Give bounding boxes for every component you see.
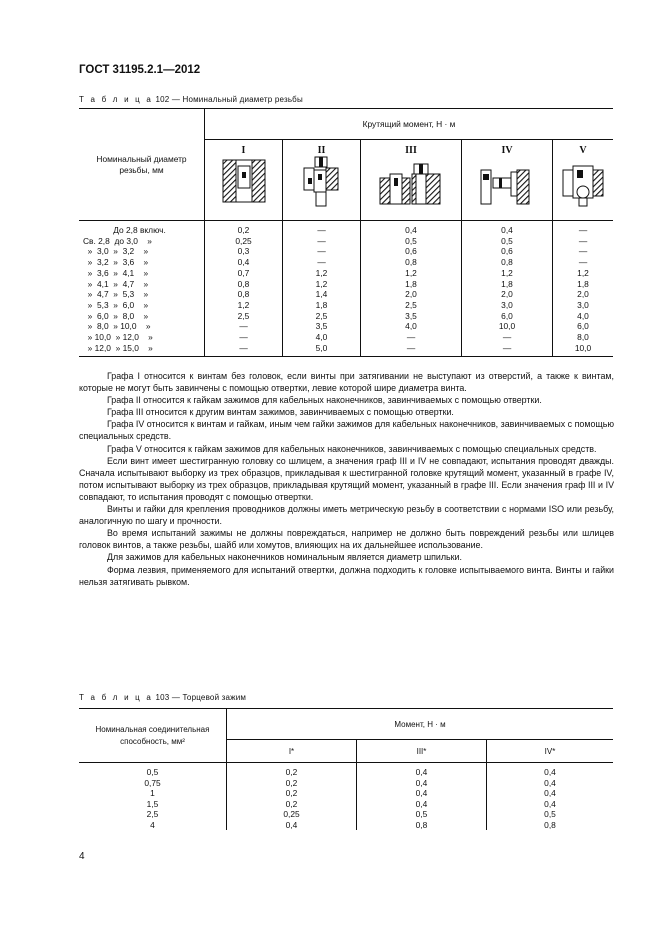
- paragraph: Графа V относится к гайкам зажимов для кабельных наконечников, завинчиваемых с помощью специальных средств.: [107, 443, 597, 454]
- table-cell: 0,4: [227, 820, 357, 831]
- row-label: » 6,0 » 8,0 »: [83, 310, 149, 321]
- paragraph: Графа I относится к винтам без головок, если винты при затягивании не выступают из отверстий, а также к винтам, которые не могут быть завинчены с помощью отвертки, левие которой шире диаметра винта.: [79, 371, 614, 394]
- column-ii-header: II: [283, 140, 361, 221]
- table-row: [79, 778, 613, 789]
- row-label: 2,5: [146, 809, 159, 819]
- paragraph: Если винт имеет шестигранную головку со шлицем, а значения граф III и IV не совпадают, испытания проводят дважды. Сначала испытывают выборку из трех образцов, прикладывая к шестигранной головке крутящий момент, указанный в графе IV, потом испытывают выборку из трех образцов, прикладывая крутящий момент, указанный в графе III. Если значения граф III и IV совпадают, то испытания проводят с помощью отвертки.: [79, 455, 614, 502]
- row-label: » 3,0 » 3,2 »: [83, 246, 149, 257]
- table-cell: —: [553, 236, 614, 247]
- table-cell: 2,0: [553, 289, 614, 300]
- table-cell: 0,8: [361, 257, 462, 268]
- table-cell: —: [462, 332, 553, 343]
- table-row: [79, 279, 613, 290]
- column-i-header: I: [205, 140, 283, 221]
- table-cell: 0,4: [357, 778, 487, 789]
- table-row: [79, 236, 613, 247]
- table-cell: 0,3: [205, 246, 283, 257]
- document-header: ГОСТ 31195.2.1—2012: [79, 64, 201, 76]
- table-cell: 0,6: [361, 246, 462, 257]
- table-cell: —: [361, 343, 462, 357]
- table-cell: 0,2: [227, 799, 357, 810]
- table-cell: 2,5: [205, 311, 283, 322]
- table-row: [79, 221, 613, 236]
- table-cell: 3,5: [361, 311, 462, 322]
- table-row: [79, 268, 613, 279]
- caption-prefix: Т а б л и ц а: [79, 693, 154, 702]
- table-cell: —: [283, 236, 361, 247]
- table-cell: —: [553, 257, 614, 268]
- table-row: [79, 799, 613, 810]
- table-cell: 6,0: [553, 321, 614, 332]
- column-iii-header: III: [361, 140, 462, 221]
- row-label: 0,75: [144, 777, 161, 788]
- table-cell: 4,0: [553, 311, 614, 322]
- body-text: [79, 370, 614, 588]
- row-label: 0,5: [146, 767, 159, 777]
- other-clamp-screws-icon: [378, 156, 444, 208]
- table-cell: 0,4: [357, 763, 487, 778]
- special-tool-screws-icon: [477, 156, 537, 208]
- row-label: 1,5: [146, 798, 159, 809]
- table-row: [79, 332, 613, 343]
- column-iii-header: III*: [357, 740, 487, 763]
- table-cell: 5,0: [283, 343, 361, 357]
- table-cell: 0,5: [487, 809, 614, 820]
- table-cell: 0,4: [487, 778, 614, 789]
- table-cell: 2,5: [283, 311, 361, 322]
- table-row: [79, 300, 613, 311]
- table-cell: 1,2: [361, 268, 462, 279]
- row-label: » 3,6 » 4,1 »: [83, 267, 149, 278]
- row-label: » 4,7 » 5,3 »: [83, 289, 149, 300]
- table-row: [79, 343, 613, 357]
- table-cell: 1,2: [553, 268, 614, 279]
- table-cell: 2,5: [361, 300, 462, 311]
- table-cell: 10,0: [553, 343, 614, 357]
- table-cell: 0,8: [357, 820, 487, 831]
- table-cell: 0,4: [357, 788, 487, 799]
- table-cell: —: [205, 321, 283, 332]
- table-cell: 1,2: [205, 300, 283, 311]
- column-i-header: I*: [227, 740, 357, 763]
- table-103-body: [79, 763, 613, 831]
- paragraph: Для зажимов для кабельных наконечников номинальным является диаметр шпильки.: [107, 552, 462, 563]
- table-cell: 3,5: [283, 321, 361, 332]
- table-cell: 0,4: [205, 257, 283, 268]
- table-cell: 0,5: [361, 236, 462, 247]
- row-label: » 12,0 » 15,0 »: [79, 343, 205, 357]
- caption-prefix: Т а б л и ц а: [79, 95, 154, 104]
- table-cell: —: [283, 257, 361, 268]
- table-102-body: [79, 221, 613, 357]
- row-label: До 2,8 включ.: [83, 225, 166, 235]
- page-number: 4: [79, 851, 85, 862]
- column-header-torque: Крутящий момент, Н · м: [205, 109, 614, 140]
- row-label: 1: [150, 788, 155, 798]
- table-cell: 1,4: [283, 289, 361, 300]
- column-header-diameter: Номинальный диаметр резьбы, мм: [79, 109, 205, 221]
- table-cell: 1,8: [361, 279, 462, 290]
- table-cell: 1,2: [462, 268, 553, 279]
- table-cell: 3,0: [462, 300, 553, 311]
- table-cell: 0,2: [227, 788, 357, 799]
- table-cell: 0,4: [361, 221, 462, 236]
- table-cell: 0,8: [205, 279, 283, 290]
- paragraph: Графа IV относится к винтам и гайкам, иным чем гайки зажимов для кабельных наконечников, завинчиваемых с помощью специальных средств.: [79, 419, 614, 442]
- caption-text: 102 — Номинальный диаметр резьбы: [155, 95, 303, 104]
- table-row: [79, 311, 613, 322]
- table-cell: 10,0: [462, 321, 553, 332]
- table-cell: 2,0: [361, 289, 462, 300]
- column-header-moment: Момент, Н · м: [227, 709, 614, 740]
- table-cell: 4,0: [361, 321, 462, 332]
- table-cell: 0,4: [487, 799, 614, 810]
- table-cell: 1,8: [462, 279, 553, 290]
- table-cell: —: [462, 343, 553, 357]
- table-row: [79, 820, 613, 831]
- table-cell: 0,2: [227, 763, 357, 778]
- screw-without-head-icon: [219, 156, 269, 204]
- table-cell: —: [205, 332, 283, 343]
- row-label: » 4,1 » 4,7 »: [83, 278, 149, 289]
- column-v-header: V: [553, 140, 614, 221]
- paragraph: Графа II относится к гайкам зажимов для кабельных наконечников, завинчиваемых с помощью отвертки.: [107, 395, 542, 406]
- table-cell: 0,6: [462, 246, 553, 257]
- table-cell: 0,8: [487, 820, 614, 831]
- table-cell: 0,2: [227, 778, 357, 789]
- table-cell: 0,2: [205, 221, 283, 236]
- table-cell: —: [205, 343, 283, 357]
- table-cell: 0,4: [487, 763, 614, 778]
- row-label: » 5,3 » 6,0 »: [83, 299, 149, 310]
- table-cell: 0,25: [227, 809, 357, 820]
- row-label: » 10,0 » 12,0 »: [83, 332, 153, 343]
- table-cell: —: [361, 332, 462, 343]
- column-header-capacity: Номинальная соединительная способность, мм²: [79, 709, 227, 763]
- paragraph: Графа III относится к другим винтам зажимов, завинчиваемых с помощью отвертки.: [107, 407, 454, 418]
- table-cell: 3,0: [553, 300, 614, 311]
- table-cell: 1,8: [553, 279, 614, 290]
- paragraph: Форма лезвия, применяемого для испытаний отвертки, должна подходить к головке испытываемого винта. Винты и гайки нельзя затягивать рывком.: [79, 564, 614, 587]
- table-cell: 1,8: [283, 300, 361, 311]
- table-row: [79, 321, 613, 332]
- cable-lug-nut-special-icon: [561, 156, 605, 208]
- row-label: » 3,2 » 3,6 »: [83, 257, 149, 268]
- table-cell: 0,7: [205, 268, 283, 279]
- table-cell: 0,4: [462, 221, 553, 236]
- table-cell: 0,8: [462, 257, 553, 268]
- table-cell: —: [553, 221, 614, 236]
- table-102-caption: [79, 95, 303, 104]
- row-label: 4: [150, 819, 155, 830]
- table-cell: 0,25: [205, 236, 283, 247]
- column-iv-header: IV*: [487, 740, 614, 763]
- table-cell: 0,4: [357, 799, 487, 810]
- paragraph: Винты и гайки для крепления проводников должны иметь метрическую резьбу в соответствии с нормами ISO или резьбу, аналогичную по шагу и прочности.: [79, 504, 614, 527]
- table-cell: 1,2: [283, 279, 361, 290]
- table-103: [79, 708, 613, 830]
- paragraph: Во время испытаний зажимы не должны повреждаться, например не должно быть повреждений резьбы или шлицев головок винтов, а также резьбы, шайб или хомутов, влияющих на их дальнейшее использование.: [79, 528, 614, 551]
- table-row: [79, 763, 613, 778]
- table-row: [79, 809, 613, 820]
- table-cell: —: [553, 246, 614, 257]
- table-cell: 0,5: [357, 809, 487, 820]
- table-cell: —: [283, 246, 361, 257]
- table-row: [79, 257, 613, 268]
- column-iv-header: IV: [462, 140, 553, 221]
- caption-text: 103 — Торцевой зажим: [155, 693, 247, 702]
- table-row: [79, 289, 613, 300]
- table-cell: 0,5: [462, 236, 553, 247]
- table-103-caption: [79, 693, 246, 702]
- table-cell: 4,0: [283, 332, 361, 343]
- table-cell: 2,0: [462, 289, 553, 300]
- cable-lug-nut-screwdriver-icon: [302, 156, 342, 208]
- table-102: [79, 108, 613, 357]
- row-label: » 8,0 » 10,0 »: [83, 321, 151, 332]
- table-row: [79, 788, 613, 799]
- table-cell: 0,8: [205, 289, 283, 300]
- table-cell: 0,4: [487, 788, 614, 799]
- table-cell: 1,2: [283, 268, 361, 279]
- row-label: Св. 2,8 до 3,0 »: [83, 235, 152, 246]
- table-cell: 8,0: [553, 332, 614, 343]
- table-cell: 6,0: [462, 311, 553, 322]
- table-row: [79, 246, 613, 257]
- table-cell: —: [283, 221, 361, 236]
